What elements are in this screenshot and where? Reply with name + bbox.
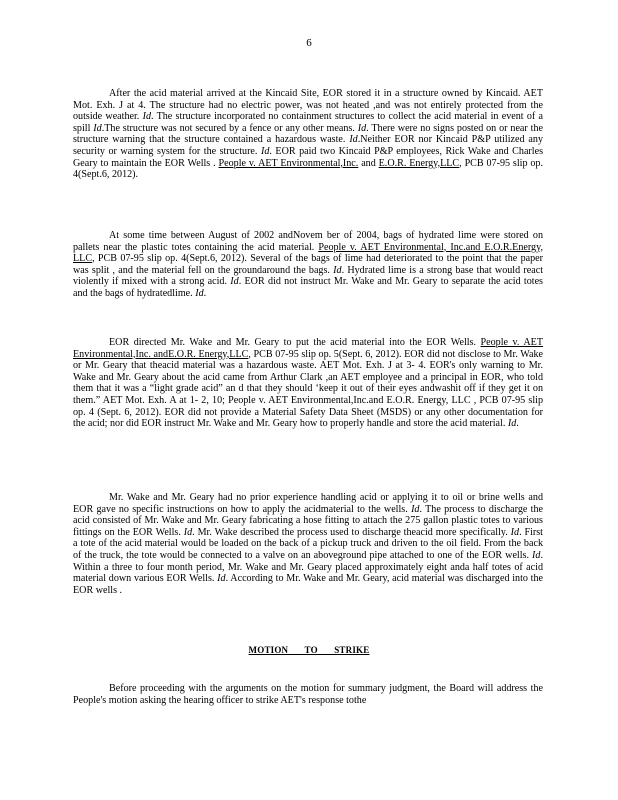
- text-run: . Within a three to four month period, Mr. Wake and Mr. Geary placed approximately eight anda half totes of acid material down various EOR Wells.: [73, 549, 543, 585]
- id-citation: Id: [230, 276, 239, 288]
- case-citation: People v. AET Environmental,Inc.: [218, 157, 359, 169]
- paragraph-discharge-process: [73, 492, 543, 596]
- section-heading: MOTION TO STRIKE: [248, 645, 370, 655]
- text-run: . The structure incorporated no containment structures to collect the acid material in event of a spill: [73, 111, 543, 134]
- case-citation: E.O.R. Energy,LLC: [378, 157, 460, 169]
- text-run: and: [361, 157, 376, 169]
- id-citation: Id: [183, 526, 193, 538]
- text-run: , PCB 07-95 slip op. 5(Sept. 6, 2012). EOR did not disclose to Mr. Wake or Mr. Geary that theacid material was a hazardous waste. AET Mot. Exh. J at 3- 4. EOR's only warning to Mr. Wake and Mr. Geary about the acid came from Arthur Clark ,an AET employee and a principal in EOR, who told them that it was a “light grade acid” an d that they should ‘keep it out of their eyes andwashit off if they get it on them.” AET Mot. Exh. A at 1- 2, 10; People v. AET Environmental,Inc.and E.O.R. Energy, LLC , PCB 07-95 slip op. 4 (Sept. 6, 2012). EOR did not provide a Material Safety Data Sheet (MSDS) or any other documentation for the acid; nor did EOR instruct Mr. Wake and Mr. Geary how to properly handle and store the acid material.: [73, 348, 543, 430]
- paragraph-hydrated-lime: [73, 230, 543, 300]
- id-citation: Id: [349, 134, 358, 146]
- paragraph-acid-storage: [73, 88, 543, 181]
- id-citation: Id: [532, 549, 541, 561]
- text-run: EOR directed Mr. Wake and Mr. Geary to put the acid material into the EOR Wells.: [109, 337, 481, 348]
- page-number: 6: [306, 37, 312, 49]
- paragraph-eor-directions: [73, 337, 543, 430]
- text-run: .: [516, 418, 519, 430]
- id-citation: Id: [260, 145, 270, 157]
- paragraph-motion-intro: [73, 683, 543, 706]
- id-citation: Id: [217, 573, 226, 585]
- text-run: . Hydrated lime is a strong base that would react violently if mixed with a strong acid.: [73, 264, 543, 288]
- text-run: . First a tote of the acid material would be loaded on the back of a pickup truck and driven to the oil field. From the back of the truck, the tote would be connected to a valve on an aboveground pipe attached to one of the EOR wells.: [73, 526, 543, 561]
- case-citation: People v. AET Environmental,Inc. andE.O.R. Energy,LLC: [73, 337, 544, 360]
- text-run: . There were no signs posted on or near the structure warning that the structure contained a hazardous waste.: [73, 122, 543, 146]
- id-citation: Id: [510, 526, 520, 538]
- id-citation: Id: [195, 287, 204, 299]
- case-citation: People v. AET Environmental, Inc.and E.O.R.Energy, LLC: [73, 241, 543, 265]
- text-run: , PCB 07-95 slip op. 4(Sept.6, 2012). Several of the bags of lime had deteriorated to the point that the paper was split , and the material fell on the groundaround the bags.: [73, 253, 543, 276]
- id-citation: Id: [411, 503, 420, 515]
- id-citation: Id: [142, 111, 151, 123]
- text-run: .The structure was not secured by a fence or any other means.: [101, 122, 358, 134]
- text-run: . Mr. Wake described the process used to discharge theacid more specifically.: [192, 526, 511, 538]
- id-citation: Id: [357, 122, 367, 134]
- text-run: . The process to discharge the acid consisted of Mr. Wake and Mr. Geary fabricating a hose fitting to attach the 275 gallon plastic totes to various fittings on the EOR Wells.: [73, 503, 543, 538]
- id-citation: Id: [93, 122, 102, 134]
- text-run: .: [203, 287, 207, 299]
- text-run: , PCB 07-95 slip op. 4(Sept.6, 2012).: [73, 157, 543, 181]
- text-run: After the acid material arrived at the Kincaid Site, EOR stored it in a structure owned by Kincaid. AET Mot. Exh. J at 4. The structure had no electric power, was not heated ,and was not entirely protected from the outside weather.: [73, 88, 543, 123]
- text-run: Mr. Wake and Mr. Geary had no prior experience handling acid or applying it to oil or brine wells and EOR gave no specific instructions on how to apply the acidmaterial to the wells.: [73, 492, 543, 515]
- id-citation: Id: [507, 418, 517, 430]
- id-citation: Id: [333, 264, 342, 276]
- text-run: At some time between August of 2002 andNovem ber of 2004, bags of hydrated lime were stored on pallets near the plastic totes containing the acid material.: [73, 230, 543, 253]
- text-run: Before proceeding with the arguments on the motion for summary judgment, the Board will address the People's motion asking the hearing officer to strike AET's response tothe: [73, 683, 543, 706]
- text-run: . EOR paid two Kincaid P&P employees, Rick Wake and Charles Geary to maintain the EOR Wells .: [73, 145, 544, 169]
- text-run: . According to Mr. Wake and Mr. Geary, acid material was discharged into the EOR wells .: [73, 573, 544, 596]
- text-run: . EOR did not instruct Mr. Wake and Mr. Geary to separate the acid totes and the bags of hydratedlime.: [73, 276, 543, 299]
- text-run: .Neither EOR nor Kincaid P&P utilized any security or warning system for the structure.: [73, 134, 543, 157]
